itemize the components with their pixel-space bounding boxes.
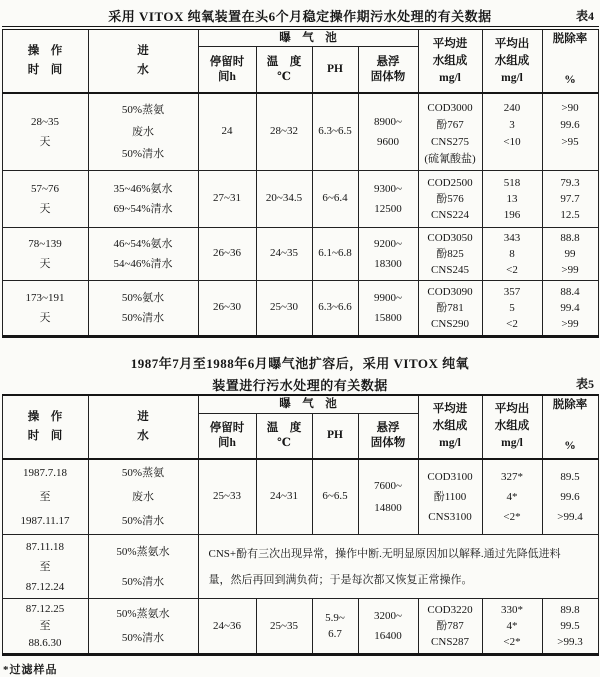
cell-avg-influent: COD3000 酚767 CNS275 (硫氰酸盐): [418, 93, 482, 170]
col-header-avg-effluent: 平均出 水组成 mg/l: [482, 28, 542, 93]
cell-retention: 24~36: [198, 599, 256, 655]
cell-ph: 6~6.5: [312, 459, 358, 535]
cell-retention: 26~36: [198, 227, 256, 280]
cell-removal-rate: 88.8 99 >99: [542, 227, 598, 280]
table-row: [2, 395, 598, 414]
cell-retention: 25~33: [198, 459, 256, 535]
cell-avg-influent: COD3220 酚787 CNS287: [418, 599, 482, 655]
cell-ph: 5.9~ 6.7: [312, 599, 358, 655]
cell-removal-rate: 79.3 97.7 12.5: [542, 170, 598, 227]
cell-temperature: 28~32: [256, 93, 312, 170]
col-header-temperature: 温 度 ℃: [256, 47, 312, 93]
cell-operation-time: 78~139 天: [2, 227, 88, 280]
cell-avg-influent: COD3090 酚781 CNS290: [418, 280, 482, 336]
cell-temperature: 24~31: [256, 459, 312, 535]
cell-avg-influent: COD2500 酚576 CNS224: [418, 170, 482, 227]
cell-ph: 6.3~6.6: [312, 280, 358, 336]
table-row: [2, 170, 598, 227]
cell-removal-rate: 89.8 99.5 >99.3: [542, 599, 598, 655]
col-header-aeration-tank: 曝 气 池: [198, 395, 418, 414]
cell-operation-time: 173~191 天: [2, 280, 88, 336]
table-row: [2, 459, 598, 535]
cell-suspended-solids: 3200~ 16400: [358, 599, 418, 655]
cell-suspended-solids: 9900~ 15800: [358, 280, 418, 336]
cell-temperature: 25~30: [256, 280, 312, 336]
cell-removal-rate: 89.5 99.6 >99.4: [542, 459, 598, 535]
cell-suspended-solids: 9200~ 18300: [358, 227, 418, 280]
cell-influent: 50%蒸氨 废水 50%清水: [88, 93, 198, 170]
col-header-suspended-solids: 悬浮 固体物: [358, 413, 418, 458]
cell-avg-effluent: 343 8 <2: [482, 227, 542, 280]
cell-retention: 26~30: [198, 280, 256, 336]
table5-title-line2: 装置进行污水处理的有关数据: [212, 377, 388, 393]
col-header-ph: PH: [312, 413, 358, 458]
table-row: [2, 28, 598, 47]
cell-temperature: 25~35: [256, 599, 312, 655]
col-header-removal-rate: 脱除率 %: [542, 28, 598, 93]
col-header-retention-time: 停留时 间h: [198, 413, 256, 458]
table5: [2, 394, 599, 657]
col-header-ph: PH: [312, 47, 358, 93]
cell-suspended-solids: 9300~ 12500: [358, 170, 418, 227]
col-header-removal-rate: 脱除率 %: [542, 395, 598, 459]
cell-suspended-solids: 7600~ 14800: [358, 459, 418, 535]
table5-header: [2, 395, 598, 459]
cell-influent: 35~46%氨水 69~54%清水: [88, 170, 198, 227]
table4: [2, 26, 599, 338]
col-header-operation-time: 操 作 时 间: [2, 395, 88, 459]
cell-avg-effluent: 240 3 <10: [482, 93, 542, 170]
col-header-avg-effluent: 平均出 水组成 mg/l: [482, 395, 542, 459]
table-row: [2, 227, 598, 280]
col-header-suspended-solids: 悬浮 固体物: [358, 47, 418, 93]
col-header-influent: 进 水: [88, 395, 198, 459]
table4-title: 采用 VITOX 纯氧装置在头6个月稳定操作期污水处理的有关数据: [108, 9, 492, 24]
table-row: [2, 280, 598, 336]
cell-influent: 50%氨水 50%清水: [88, 280, 198, 336]
cell-operation-time: 57~76 天: [2, 170, 88, 227]
cell-ph: 6.1~6.8: [312, 227, 358, 280]
cell-suspended-solids: 8900~ 9600: [358, 93, 418, 170]
cell-operation-time: 87.11.18 至 87.12.24: [2, 535, 88, 599]
cell-avg-effluent: 357 5 <2: [482, 280, 542, 336]
cell-temperature: 20~34.5: [256, 170, 312, 227]
col-header-retention-time: 停留时 间h: [198, 47, 256, 93]
cell-ph: 6.3~6.5: [312, 93, 358, 170]
table4-header: [2, 28, 598, 93]
table-row: [2, 599, 598, 655]
cell-removal-rate: 88.4 99.4 >99: [542, 280, 598, 336]
col-header-avg-influent: 平均进 水组成 mg/l: [418, 395, 482, 459]
cell-note: CNS+酚有三次出现异常，操作中断.无明显原因加以解释.通过先降低进料 量，然后再回到满负荷；于是每次都又恢复正常操作。: [198, 535, 598, 599]
cell-retention: 27~31: [198, 170, 256, 227]
table5-title-line1: 1987年7月至1988年6月曝气池扩容后，采用 VITOX 纯氧: [130, 355, 470, 371]
col-header-temperature: 温 度 ℃: [256, 413, 312, 458]
table-row: [2, 93, 598, 170]
cell-avg-effluent: 518 13 196: [482, 170, 542, 227]
table4-tag: 表4: [575, 9, 594, 23]
table-row: [2, 535, 598, 599]
cell-influent: 50%蒸氨水 50%清水: [88, 599, 198, 655]
cell-influent: 50%蒸氨 废水 50%清水: [88, 459, 198, 535]
col-header-operation-time: 操 作 时 间: [2, 28, 88, 93]
table5-tag: 表5: [575, 376, 594, 391]
cell-influent: 46~54%氨水 54~46%清水: [88, 227, 198, 280]
col-header-aeration-tank: 曝 气 池: [198, 28, 418, 47]
cell-ph: 6~6.4: [312, 170, 358, 227]
cell-operation-time: 87.12.25 至 88.6.30: [2, 599, 88, 655]
col-header-influent: 进 水: [88, 28, 198, 93]
col-header-avg-influent: 平均进 水组成 mg/l: [418, 28, 482, 93]
cell-removal-rate: >90 99.6 >95: [542, 93, 598, 170]
cell-temperature: 24~35: [256, 227, 312, 280]
cell-retention: 24: [198, 93, 256, 170]
table4-title-bar: [0, 0, 600, 26]
cell-influent: 50%蒸氨水 50%清水: [88, 535, 198, 599]
cell-avg-influent: COD3100 酚1100 CNS3100: [418, 459, 482, 535]
table5-title-bar: [0, 348, 600, 394]
cell-avg-influent: COD3050 酚825 CNS245: [418, 227, 482, 280]
cell-operation-time: 28~35 天: [2, 93, 88, 170]
cell-operation-time: 1987.7.18 至 1987.11.17: [2, 459, 88, 535]
footnote-filtered-sample: *过滤样品: [3, 664, 58, 676]
cell-avg-effluent: 330* 4* <2*: [482, 599, 542, 655]
cell-avg-effluent: 327* 4* <2*: [482, 459, 542, 535]
